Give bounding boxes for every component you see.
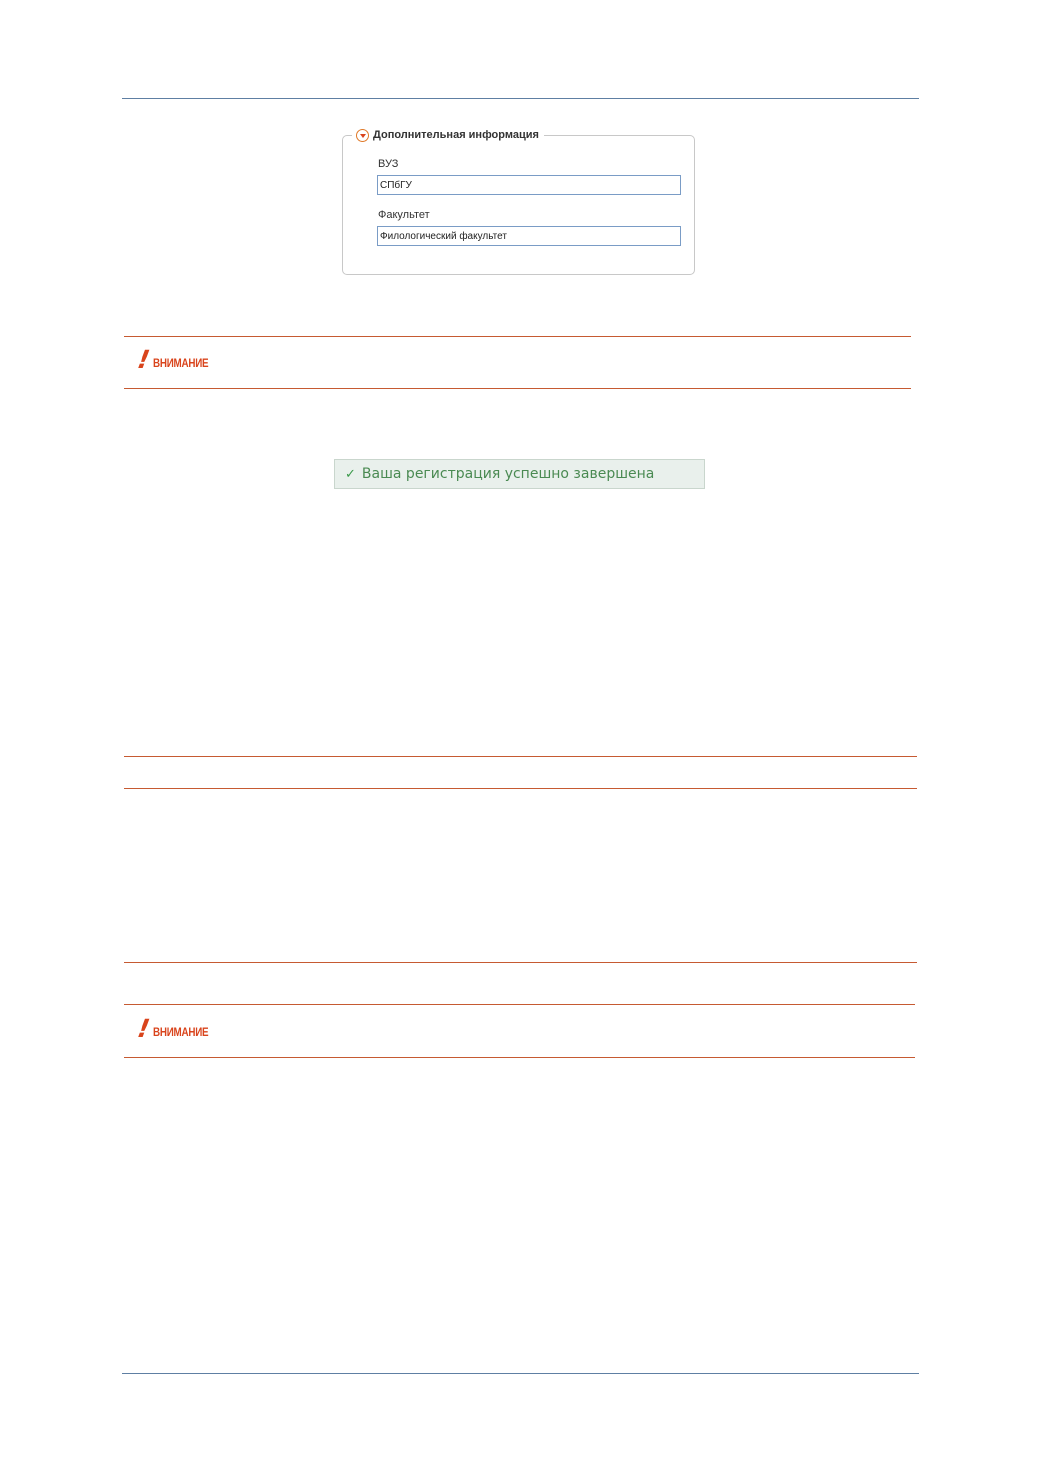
faculty-input[interactable]: [377, 226, 681, 246]
check-icon: ✓: [345, 466, 356, 482]
success-text: Ваша регистрация успешно завершена: [361, 466, 655, 482]
warning2-bottom-rule: [124, 1057, 915, 1058]
warning-bottom-rule: [124, 388, 911, 389]
exclamation-icon: !: [135, 345, 152, 374]
additional-info-panel: [342, 135, 695, 275]
collapse-toggle-icon[interactable]: [356, 129, 369, 142]
university-label: ВУЗ: [378, 158, 399, 170]
table-bottom-rule: [124, 788, 917, 789]
table-top-rule: [124, 756, 917, 757]
warning-callout-2: [135, 1014, 221, 1043]
additional-info-legend[interactable]: [352, 126, 544, 144]
warning-top-rule: [124, 336, 911, 337]
exclamation-icon: !: [135, 1014, 152, 1043]
faculty-label: Факультет: [378, 209, 430, 221]
warning2-top-rule: [124, 1004, 915, 1005]
success-message: [334, 459, 705, 489]
warning-callout: [135, 345, 221, 374]
additional-info-title: Дополнительная информация: [373, 129, 539, 141]
warning-label: ВНИМАНИЕ: [153, 1024, 209, 1039]
page-header-rule: [122, 98, 919, 99]
warning-label: ВНИМАНИЕ: [153, 355, 209, 370]
table2-top-rule: [124, 962, 917, 963]
university-input[interactable]: [377, 175, 681, 195]
page-footer-rule: [122, 1373, 919, 1374]
